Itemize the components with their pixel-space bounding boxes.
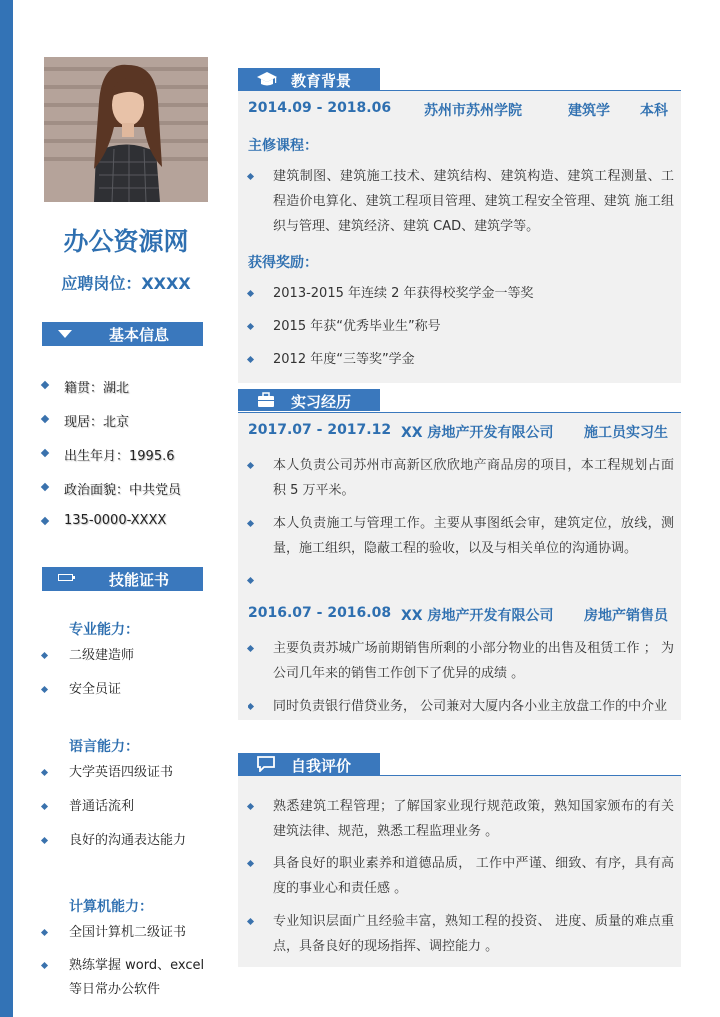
basic-info-header (42, 322, 203, 346)
job2-company: XX 房地产开发有限公司 (401, 608, 554, 624)
job2-duty: 同时负责银行借贷业务， 公司兼对大厦内各小业主放盘工作的中介业 (248, 694, 674, 718)
left-accent-bar (0, 0, 13, 1017)
job2-role: 房地产销售员 (584, 608, 668, 624)
education-title: 教育背景 (291, 72, 352, 90)
education-major: 建筑学 (568, 103, 610, 119)
courses-label: 主修课程： (248, 138, 318, 154)
job1-period: 2017.07 - 2017.12 (248, 422, 392, 438)
job2-duty: 主要负责苏城广场前期销售所剩的小部分物业的出售及租赁工作 ； 为公司几年来的销售工作创下了优异的成绩 。 (248, 636, 674, 686)
job1-role: 施工员实习生 (584, 425, 668, 441)
award-item: 2012 年度“三等奖”学金 (248, 347, 674, 372)
graduation-cap-icon (257, 71, 277, 91)
job2-period: 2016.07 - 2016.08 (248, 605, 392, 621)
profile-photo (44, 57, 208, 202)
awards-label: 获得奖励： (248, 255, 318, 271)
skills-title: 技能证书 (109, 571, 170, 589)
basic-info-title: 基本信息 (109, 326, 170, 344)
job1-duty: 本人负责施工与管理工作。主要从事图纸会审，建筑定位，放线，测量，施工组织，隐蔽工程的验收，以及与相关单位的沟通协调。 (248, 511, 674, 561)
education-period: 2014.09 - 2018.06 (248, 100, 392, 116)
education-header (238, 68, 380, 90)
self-evaluation-header (238, 753, 380, 775)
applied-position: 应聘岗位：XXXX (61, 274, 191, 293)
professional-skills-title: 专业能力： (69, 622, 139, 638)
internship-title: 实习经历 (291, 393, 352, 411)
education-school: 苏州市苏州学院 (424, 103, 522, 119)
ribbon-icon (58, 326, 72, 344)
computer-skills-title: 计算机能力： (69, 899, 153, 915)
speech-bubble-icon (257, 756, 275, 776)
applicant-name: 办公资源网 (63, 227, 189, 256)
self-evaluation-item: 专业知识层面广且经验丰富，熟知工程的投资、 进度、质量的难点重点，具备良好的现场指挥、调控能力 。 (248, 909, 674, 959)
award-item: 2015 年获“优秀毕业生”称号 (248, 314, 674, 339)
self-evaluation-item: 具备良好的职业素养和道德品质， 工作中严谨、细致、有序，具有高度的事业心和责任感 。 (248, 851, 674, 901)
skills-header (42, 567, 203, 591)
internship-header (238, 389, 380, 411)
self-evaluation-item: 熟悉建筑工程管理；了解国家业现行规范政策，熟知国家颁布的有关建筑法律、规范，熟悉工程监理业务 。 (248, 794, 674, 844)
battery-icon (58, 568, 76, 586)
internship-divider (238, 412, 681, 413)
self-evaluation-title: 自我评价 (291, 757, 352, 775)
briefcase-icon (257, 392, 275, 412)
job1-company: XX 房地产开发有限公司 (401, 425, 554, 441)
award-item: 2013-2015 年连续 2 年获得校奖学金一等奖 (248, 281, 674, 306)
language-skills-title: 语言能力： (69, 739, 139, 755)
courses-item: 建筑制图、建筑施工技术、建筑结构、建筑构造、建筑工程测量、工程造价电算化、建筑工程项目管理、建筑工程安全管理、建筑 施工组织与管理、建筑经济、建筑 CAD、建筑学等。 (248, 164, 674, 239)
education-degree: 本科 (640, 103, 668, 119)
job1-duty: 本人负责公司苏州市高新区欣欣地产商品房的项目，本工程规划占面积 5 万平米。 (248, 453, 674, 503)
